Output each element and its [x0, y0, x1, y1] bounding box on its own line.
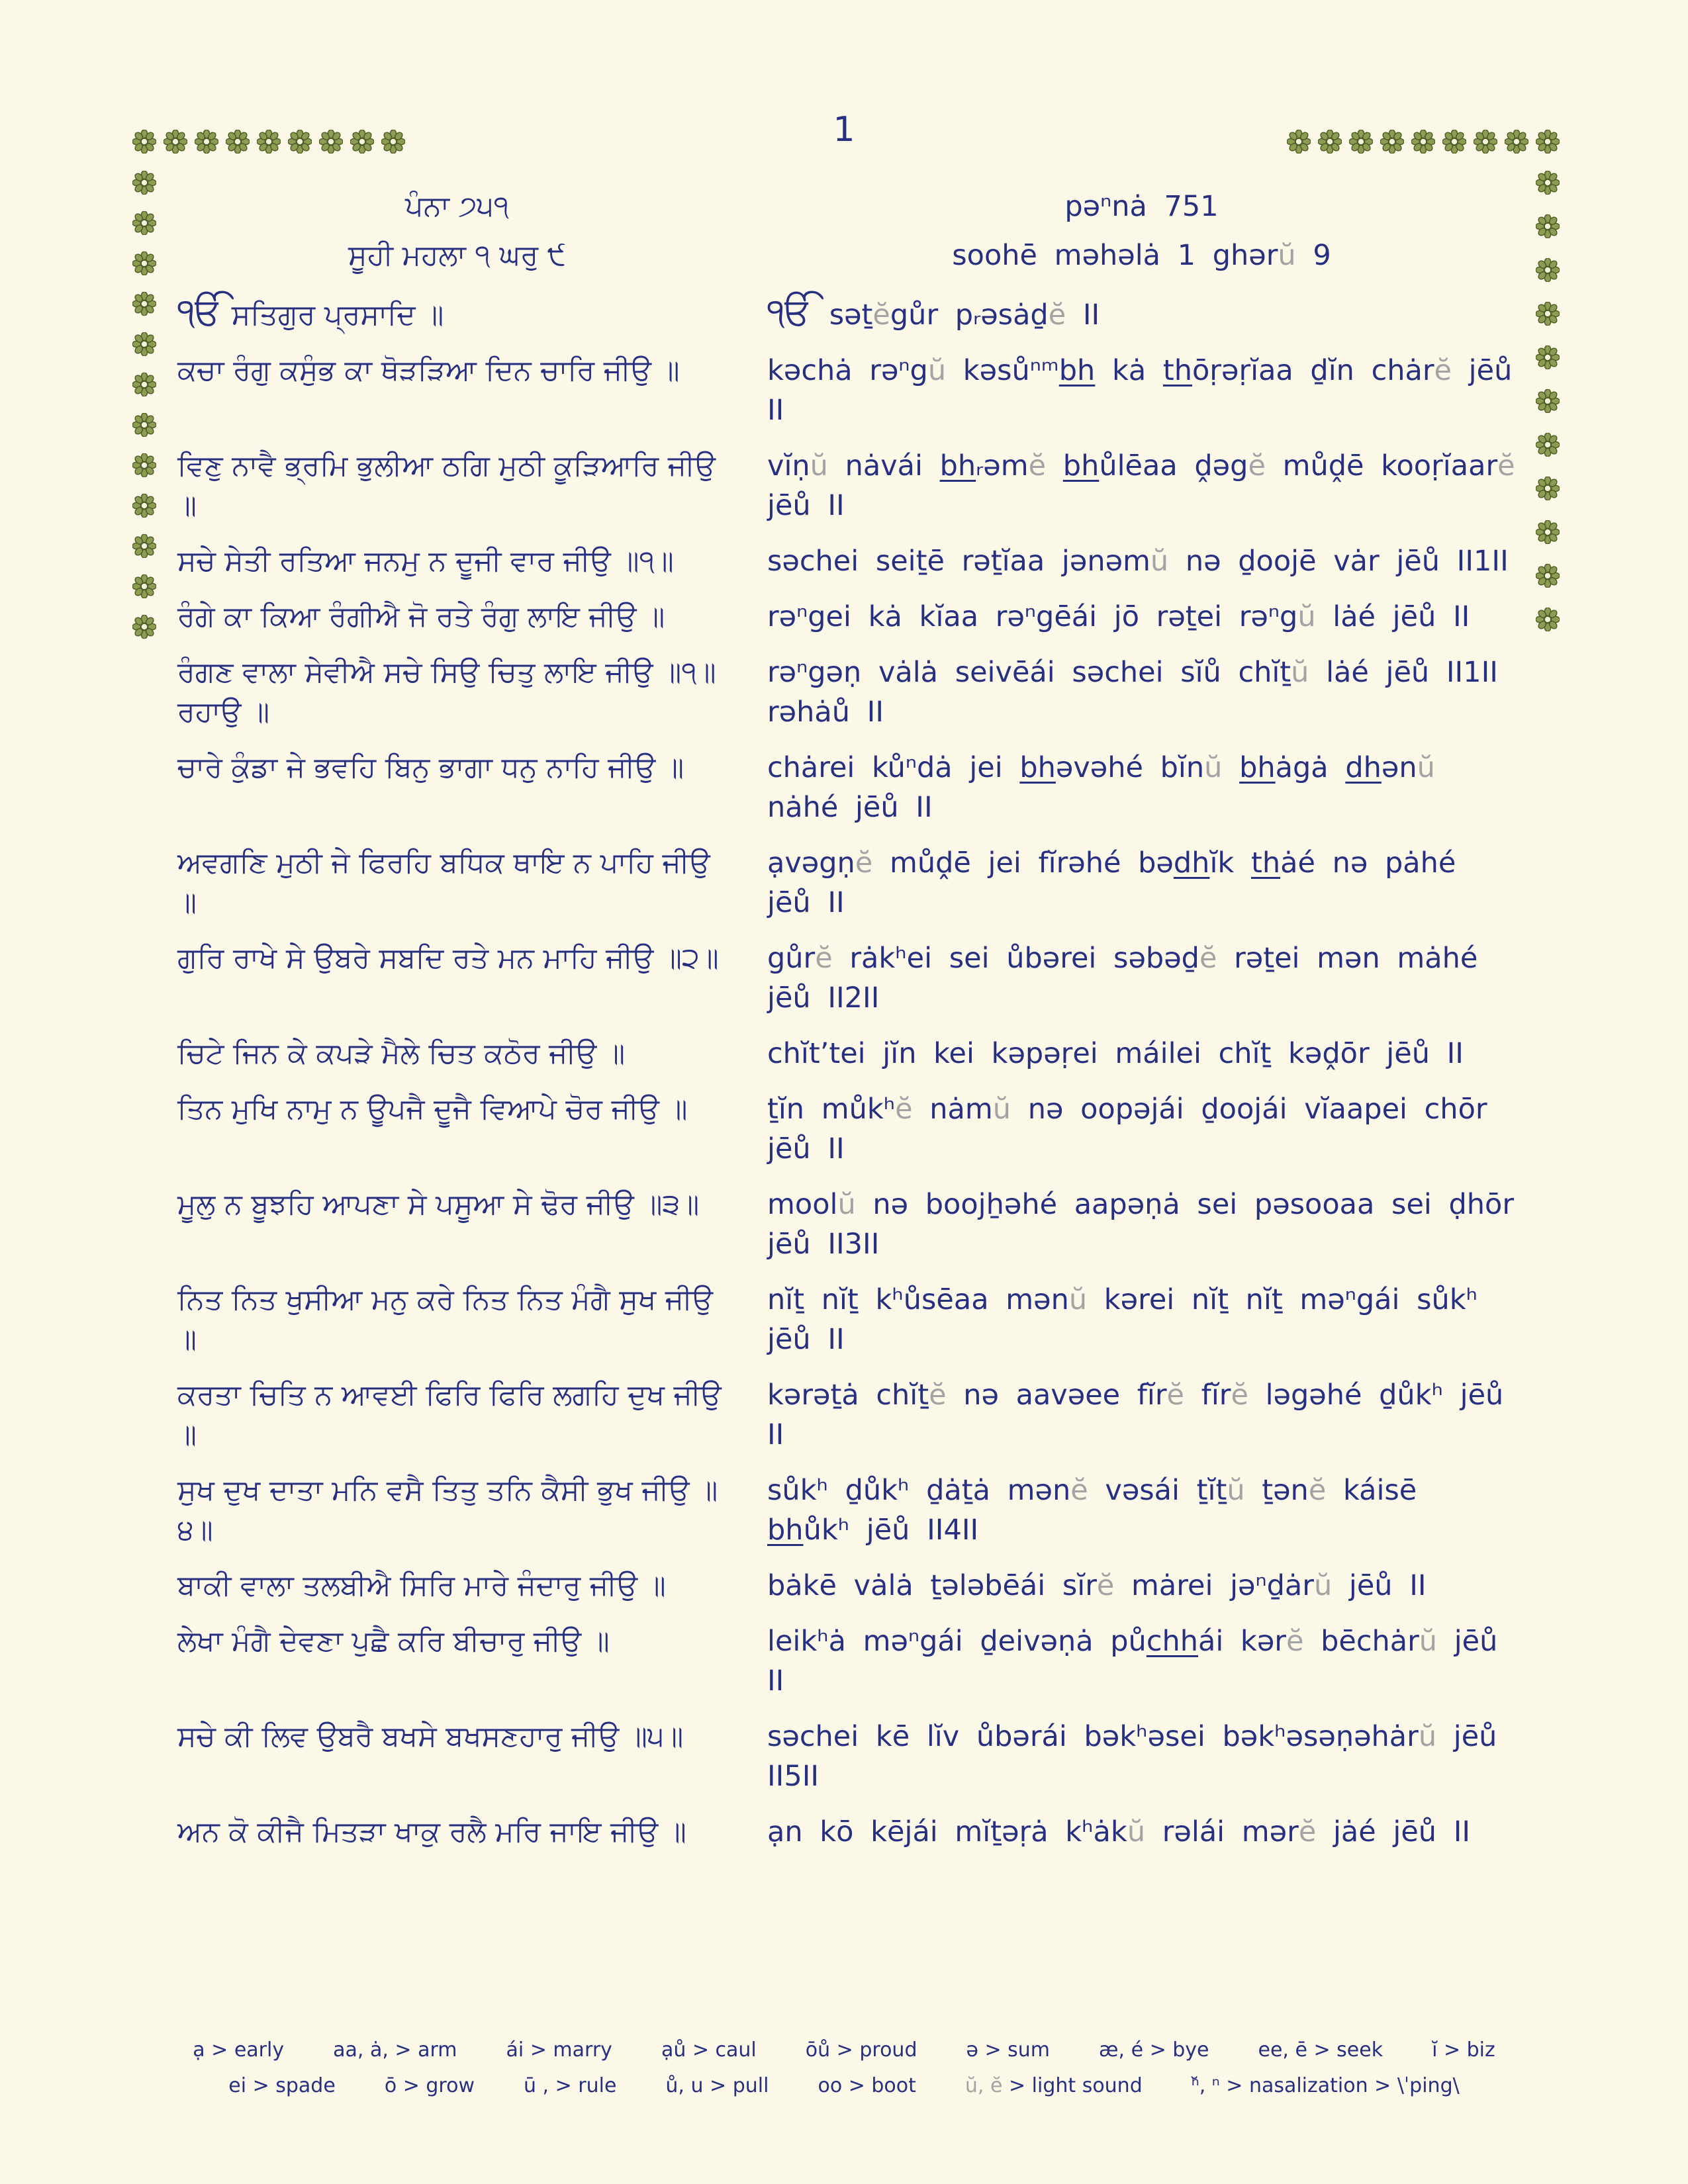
flower-ornament-icon — [132, 494, 156, 518]
pronunciation-key-item: ⁿ̆, ⁿ > nasalization > \ˈping\ — [1191, 2074, 1460, 2097]
roman-transliteration-text: leikʰȧ məⁿgái ḏeivəṇȧ půchhái kərĕ bēchȧrŭ jēů II — [767, 1625, 1498, 1698]
gurmukhi-text: ਅਨ ਕੋ ਕੀਜੈ ਮਿਤੜਾ ਖਾਕੁ ਰਲੈ ਮਰਿ ਜਾਇ ਜੀਉ ॥ — [177, 1815, 686, 1848]
flower-ornament-icon — [132, 413, 156, 437]
pronunciation-key-item: æ, é > bye — [1099, 2038, 1209, 2062]
flower-ornament-icon — [1536, 564, 1560, 588]
roman-transliteration-text: ṯĭn můkʰĕ nȧmŭ nə oopəjái ḏoojái vĭaapei chōr jēů II — [767, 1093, 1487, 1165]
verse-row — [177, 1621, 1516, 1701]
gurmukhi-text: ਰੰਗੇ ਕਾ ਕਿਆ ਰੰਗੀਐ ਜੋ ਰਤੇ ਰੰਗੁ ਲਾਇ ਜੀਉ ॥ — [177, 600, 665, 633]
flower-ornament-icon — [1536, 608, 1560, 631]
flower-ornament-icon — [1536, 214, 1560, 238]
gurmukhi-text: ਸਚੇ ਸੇਤੀ ਰਤਿਆ ਜਨਮੁ ਨ ਦੂਜੀ ਵਾਰ ਜੀਉ ॥੧॥ — [177, 545, 674, 578]
pronunciation-key — [0, 2037, 1688, 2099]
verse-row — [177, 1089, 1516, 1169]
flower-ornament-icon — [1536, 345, 1560, 369]
flower-ornament-icon — [132, 171, 156, 195]
roman-transliteration-text: kəchȧ rəⁿgŭ kəsůⁿᵐbh kȧ thōṛəṛĭaa ḏĭn chȧrĕ jēů II — [767, 354, 1513, 427]
verse-row — [177, 597, 1516, 637]
roman-transliteration-text: bȧkē vȧlȧ ṯələbēái sĭrĕ mȧrei jəⁿḏȧrŭ jēů II — [767, 1569, 1427, 1602]
verse-list — [177, 293, 1516, 1852]
gurmukhi-text: ਕਰਤਾ ਚਿਤਿ ਨ ਆਵਈ ਫਿਰਿ ਫਿਰਿ ਲਗਹਿ ਦੁਖ ਜੀਉ ॥ — [177, 1379, 722, 1451]
verse-row — [177, 1375, 1516, 1455]
pronunciation-key-item: ei > spade — [228, 2074, 336, 2097]
gurmukhi-text: ਸੁਖ ਦੁਖ ਦਾਤਾ ਮਨਿ ਵਸੈ ਤਿਤੁ ਤਨਿ ਕੈਸੀ ਭੁਖ ਜੀਉ ॥੪॥ — [177, 1474, 718, 1547]
verse-row — [177, 653, 1516, 732]
verse-row — [177, 1717, 1516, 1796]
gurmukhi-text: ਮੂਲੁ ਨ ਬੂਝਹਿ ਆਪਣਾ ਸੇ ਪਸੂਆ ਸੇ ਢੋਰ ਜੀਉ ॥੩॥ — [177, 1188, 700, 1221]
ang-heading-row — [177, 187, 1516, 226]
roman-transliteration-text: səchei seiṯē rəṯĭaa jənəmŭ nə ḏoojē vȧr jēů II1II — [767, 545, 1509, 578]
roman-transliteration-text: moolŭ nə boojẖəhé aapəṇȧ sei pəsooaa sei ḍhōr jēů II3II — [767, 1188, 1515, 1261]
flower-ornament-icon — [1536, 171, 1560, 195]
verse-row — [177, 541, 1516, 581]
ornament-border-left — [132, 171, 156, 639]
flower-ornament-icon — [132, 251, 156, 275]
roman-transliteration-text: ạvəgṇĕ můḓē jei fĭrəhé bədhĭk thȧé nə pȧhé jēů II — [767, 846, 1456, 919]
pronunciation-key-item: aa, ȧ, > arm — [333, 2038, 457, 2062]
verse-row — [177, 843, 1516, 923]
pronunciation-key-item: ái > marry — [506, 2038, 612, 2062]
roman-transliteration-text: chĭt’tei jĭn kei kəpəṛei máilei chĭṯ kəḓōr jēů II — [767, 1037, 1464, 1070]
flower-ornament-icon — [1536, 258, 1560, 282]
flower-ornament-icon — [1536, 477, 1560, 500]
page-number: 1 — [833, 110, 855, 150]
flower-ornament-icon — [132, 453, 156, 477]
pronunciation-key-item: ū , > rule — [523, 2074, 617, 2097]
verse-row — [177, 1280, 1516, 1359]
flower-ornament-icon — [1536, 433, 1560, 457]
shabad-heading-gurmukhi: ਸੂਹੀ ਮਹਲਾ ੧ ਘਰੁ ੯ — [348, 239, 566, 272]
pronunciation-key-item: ō > grow — [384, 2074, 475, 2097]
pronunciation-key-item: ů, u > pull — [665, 2074, 769, 2097]
gurmukhi-text: ਲੇਖਾ ਮੰਗੈ ਦੇਵਣਾ ਪੁਛੈ ਕਰਿ ਬੀਚਾਰੁ ਜੀਉ ॥ — [177, 1625, 610, 1658]
verse-row — [177, 446, 1516, 525]
ang-heading-gurmukhi: ਪੰਨਾ ੭੫੧ — [405, 190, 509, 223]
pronunciation-key-item: ạ > early — [193, 2038, 285, 2062]
verse-row — [177, 748, 1516, 827]
pronunciation-key-item: ə > sum — [966, 2038, 1051, 2062]
verse-row — [177, 1812, 1516, 1852]
gurmukhi-text: ਅਵਗਣਿ ਮੁਠੀ ਜੇ ਫਿਰਹਿ ਬਧਿਕ ਥਾਇ ਨ ਪਾਹਿ ਜੀਉ ॥ — [177, 846, 710, 919]
verse-row — [177, 1471, 1516, 1550]
flower-ornament-icon — [132, 373, 156, 396]
roman-transliteration-text: rəⁿgəṇ vȧlȧ seivēái səchei sĭů chĭṯŭ lȧé jēů II1II rəhȧů II — [767, 656, 1498, 729]
flower-ornament-icon — [132, 332, 156, 356]
verse-row — [177, 293, 1516, 335]
ek-onkar-symbol: ੴ — [177, 291, 223, 334]
roman-transliteration-text: vĭṇŭ nȧvái bhᵣəmĕ bhůlēaa ḓəgĕ můḓē kooṛĭaarĕ jēů II — [767, 449, 1515, 522]
gurmukhi-text: ਰੰਗਣ ਵਾਲਾ ਸੇਵੀਐ ਸਚੇ ਸਿਉ ਚਿਤੁ ਲਾਇ ਜੀਉ ॥੧॥ ਰਹਾਉ ॥ — [177, 656, 716, 729]
flower-ornament-icon — [1536, 302, 1560, 326]
verse-row — [177, 1185, 1516, 1264]
pronunciation-key-item: ōů > proud — [805, 2038, 917, 2062]
gurmukhi-text: ਬਾਕੀ ਵਾਲਾ ਤਲਬੀਐ ਸਿਰਿ ਮਾਰੇ ਜੰਦਾਰੁ ਜੀਉ ॥ — [177, 1569, 666, 1602]
gurmukhi-text: ਚਾਰੇ ਕੁੰਡਾ ਜੇ ਭਵਹਿ ਬਿਨੁ ਭਾਗਾ ਧਨੁ ਨਾਹਿ ਜੀਉ ॥ — [177, 751, 684, 784]
roman-transliteration-text: ੴ səṯĕgůr pᵣəsȧḏĕ II — [767, 291, 1100, 334]
verse-row — [177, 351, 1516, 430]
scripture-content — [177, 187, 1516, 1868]
gurmukhi-text: ਤਿਨ ਮੁਖਿ ਨਾਮੁ ਨ ਊਪਜੈ ਦੂਜੈ ਵਿਆਪੇ ਚੋਰ ਜੀਉ ॥ — [177, 1093, 688, 1126]
gurmukhi-text: ਸਚੇ ਕੀ ਲਿਵ ਉਬਰੈ ਬਖਸੇ ਬਖਸਣਹਾਰੁ ਜੀਉ ॥੫॥ — [177, 1720, 684, 1753]
gurmukhi-text: ਗੁਰਿ ਰਾਖੇ ਸੇ ਉਬਰੇ ਸਬਦਿ ਰਤੇ ਮਨ ਮਾਹਿ ਜੀਉ ॥੨॥ — [177, 942, 719, 975]
verse-row — [177, 1034, 1516, 1073]
flower-ornament-icon — [132, 615, 156, 639]
shabad-heading-roman: soohē məhəlȧ 1 ghərŭ 9 — [952, 239, 1331, 272]
gurmukhi-text: ਚਿਟੇ ਜਿਨ ਕੇ ਕਪੜੇ ਮੈਲੇ ਚਿਤ ਕਠੋਰ ਜੀਉ ॥ — [177, 1037, 626, 1070]
pronunciation-key-row-1 — [0, 2037, 1688, 2064]
roman-transliteration-text: səchei kē lĭv ůbərái bəkʰəsei bəkʰəsəṇəhȧrŭ jēů II5II — [767, 1720, 1497, 1793]
pronunciation-key-item: ŭ, ĕ > light sound — [964, 2074, 1143, 2097]
roman-transliteration-text: gůrĕ rȧkʰei sei ůbərei səbəḏĕ rəṯei mən mȧhé jēů II2II — [767, 942, 1478, 1015]
pronunciation-key-item: ạů > caul — [661, 2038, 757, 2062]
flower-ornament-icon — [132, 534, 156, 558]
flower-ornament-icon — [1536, 389, 1560, 413]
flower-ornament-icon — [132, 211, 156, 235]
gurmukhi-text: ੴ ਸਤਿਗੁਰ ਪ੍ਰਸਾਦਿ ॥ — [177, 291, 444, 334]
flower-ornament-icon — [132, 574, 156, 598]
ek-onkar-symbol: ੴ — [767, 291, 813, 334]
flower-ornament-icon — [1536, 520, 1560, 544]
pronunciation-key-item: ee, ē > seek — [1258, 2038, 1383, 2062]
shabad-heading-row — [177, 236, 1516, 275]
verse-row — [177, 1566, 1516, 1606]
verse-row — [177, 938, 1516, 1018]
roman-transliteration-text: chȧrei kůⁿdȧ jei bhəvəhé bĭnŭ bhȧgȧ dhənŭ nȧhé jēů II — [767, 751, 1435, 824]
roman-transliteration-text: kərəṯȧ chĭṯĕ nə aavəee fĭrĕ fĭrĕ ləgəhé ḏůkʰ jēů II — [767, 1379, 1504, 1451]
gurmukhi-text: ਕਚਾ ਰੰਗੁ ਕਸੁੰਭ ਕਾ ਥੋੜੜਿਆ ਦਿਨ ਚਾਰਿ ਜੀਉ ॥ — [177, 354, 680, 387]
gurmukhi-text: ਨਿਤ ਨਿਤ ਖੁਸੀਆ ਮਨੁ ਕਰੇ ਨਿਤ ਨਿਤ ਮੰਗੈ ਸੁਖ ਜੀਉ ॥ — [177, 1283, 713, 1356]
roman-transliteration-text: ạn kō kējái mĭṯəṛȧ kʰȧkŭ rəlái mərĕ jȧé jēů II — [767, 1815, 1471, 1848]
pronunciation-key-item: oo > boot — [818, 2074, 916, 2097]
roman-transliteration-text: sůkʰ ḏůkʰ ḏȧṯȧ mənĕ vəsái ṯĭṯŭ ṯənĕ káisē bhůkʰ jēů II4II — [767, 1474, 1417, 1547]
gurmukhi-text: ਵਿਣੁ ਨਾਵੈ ਭ੍ਰਮਿ ਭੁਲੀਆ ਠਗਿ ਮੁਠੀ ਕੂੜਿਆਰਿ ਜੀਉ ॥ — [177, 449, 716, 522]
ornament-border-right — [1536, 171, 1560, 631]
roman-transliteration-text: nĭṯ nĭṯ kʰůsēaa mənŭ kərei nĭṯ nĭṯ məⁿgái sůkʰ jēů II — [767, 1283, 1478, 1356]
ang-heading-roman: pəⁿnȧ 751 — [1064, 190, 1219, 223]
roman-transliteration-text: rəⁿgei kȧ kĭaa rəⁿgēái jō rəṯei rəⁿgŭ lȧé jēů II — [767, 600, 1470, 633]
flower-ornament-icon — [132, 292, 156, 316]
pronunciation-key-item: ĭ > biz — [1432, 2038, 1495, 2062]
pronunciation-key-row-2 — [0, 2073, 1688, 2099]
